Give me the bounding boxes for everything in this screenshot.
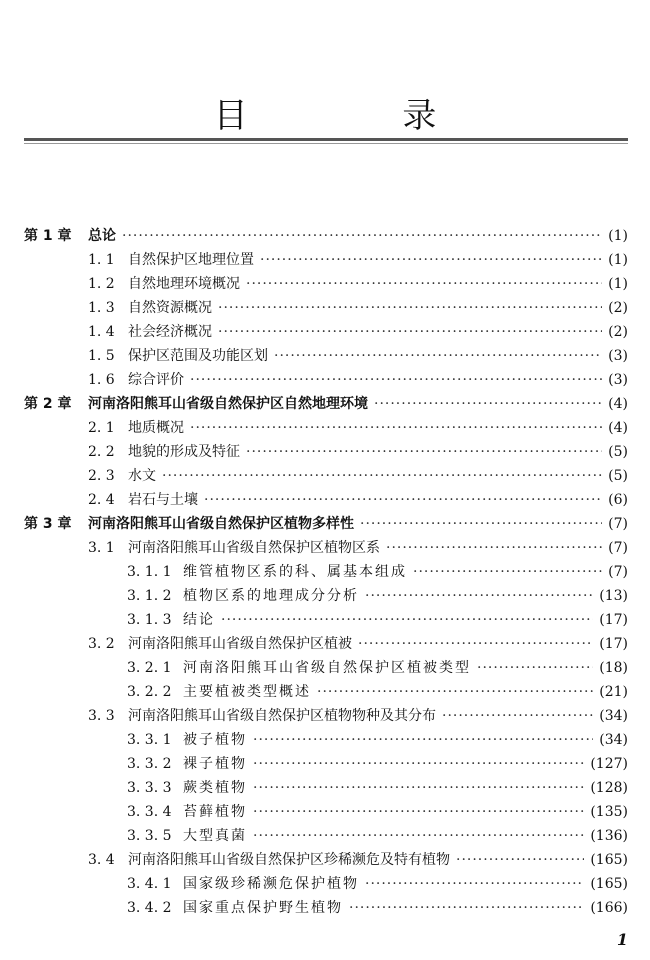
page-number: 1 bbox=[616, 930, 628, 949]
toc-entry-title: 植物区系的地理成分分析 bbox=[183, 588, 359, 604]
toc-entry-number: 2. 3 bbox=[88, 468, 115, 484]
toc-entry-page: (7) bbox=[608, 540, 628, 556]
toc-entry-number: 3. 2 bbox=[88, 636, 115, 652]
toc-subsection-entry[interactable] bbox=[24, 608, 628, 632]
table-of-contents bbox=[24, 224, 628, 920]
toc-entry-title: 河南洛阳熊耳山省级自然保护区植物区系 bbox=[128, 540, 380, 556]
toc-entry-number: 第 3 章 bbox=[24, 516, 72, 532]
toc-entry-title: 结论 bbox=[183, 612, 215, 628]
toc-entry-title: 国家重点保护野生植物 bbox=[183, 900, 343, 916]
toc-entry-number: 第 1 章 bbox=[24, 228, 72, 244]
toc-subsection-entry[interactable] bbox=[24, 560, 628, 584]
toc-dot-leader bbox=[246, 272, 602, 296]
toc-entry-page: (21) bbox=[599, 684, 628, 700]
toc-entry-number: 1. 3 bbox=[88, 300, 115, 316]
toc-dot-leader bbox=[162, 464, 602, 488]
toc-subsection-entry[interactable] bbox=[24, 584, 628, 608]
page-title: 目 录 bbox=[213, 96, 509, 136]
toc-entry-page: (17) bbox=[599, 612, 628, 628]
toc-dot-leader bbox=[349, 896, 584, 920]
toc-dot-leader bbox=[413, 560, 602, 584]
toc-entry-page: (17) bbox=[599, 636, 628, 652]
toc-entry-title: 蕨类植物 bbox=[183, 780, 247, 796]
toc-section-entry[interactable] bbox=[24, 488, 628, 512]
toc-entry-page: (34) bbox=[599, 708, 628, 724]
toc-entry-number: 3. 1 bbox=[88, 540, 115, 556]
toc-dot-leader bbox=[386, 536, 602, 560]
toc-dot-leader bbox=[218, 296, 602, 320]
toc-entry-title: 岩石与土壤 bbox=[128, 492, 198, 508]
toc-chapter-entry[interactable] bbox=[24, 392, 628, 416]
toc-dot-leader bbox=[374, 392, 602, 416]
toc-entry-title: 河南洛阳熊耳山省级自然保护区植物多样性 bbox=[88, 516, 354, 532]
toc-dot-leader bbox=[442, 704, 593, 728]
toc-dot-leader bbox=[122, 224, 602, 248]
toc-section-entry[interactable] bbox=[24, 320, 628, 344]
title-rule-thin bbox=[24, 143, 628, 144]
toc-dot-leader bbox=[253, 728, 593, 752]
toc-dot-leader bbox=[358, 632, 593, 656]
toc-dot-leader bbox=[190, 368, 602, 392]
toc-dot-leader bbox=[218, 320, 602, 344]
toc-dot-leader bbox=[456, 848, 584, 872]
toc-subsection-entry[interactable] bbox=[24, 656, 628, 680]
toc-dot-leader bbox=[477, 656, 593, 680]
toc-entry-title: 总论 bbox=[88, 228, 116, 244]
toc-entry-page: (4) bbox=[608, 420, 628, 436]
toc-entry-page: (136) bbox=[590, 828, 628, 844]
toc-entry-number: 3. 3. 4 bbox=[127, 804, 172, 820]
toc-section-entry[interactable] bbox=[24, 848, 628, 872]
toc-dot-leader bbox=[365, 584, 593, 608]
toc-entry-page: (166) bbox=[590, 900, 628, 916]
toc-entry-title: 被子植物 bbox=[183, 732, 247, 748]
toc-entry-page: (7) bbox=[608, 564, 628, 580]
toc-entry-page: (128) bbox=[590, 780, 628, 796]
toc-section-entry[interactable] bbox=[24, 272, 628, 296]
toc-entry-page: (1) bbox=[608, 252, 628, 268]
toc-entry-title: 河南洛阳熊耳山省级自然保护区珍稀濒危及特有植物 bbox=[128, 852, 450, 868]
toc-entry-number: 1. 6 bbox=[88, 372, 115, 388]
toc-entry-number: 3. 3. 3 bbox=[127, 780, 172, 796]
toc-entry-page: (18) bbox=[599, 660, 628, 676]
toc-entry-number: 3. 4 bbox=[88, 852, 115, 868]
toc-entry-page: (127) bbox=[590, 756, 628, 772]
toc-dot-leader bbox=[360, 512, 602, 536]
toc-entry-page: (7) bbox=[608, 516, 628, 532]
toc-section-entry[interactable] bbox=[24, 440, 628, 464]
toc-dot-leader bbox=[253, 776, 584, 800]
toc-subsection-entry[interactable] bbox=[24, 872, 628, 896]
toc-entry-title: 社会经济概况 bbox=[128, 324, 212, 340]
toc-dot-leader bbox=[221, 608, 593, 632]
toc-chapter-entry[interactable] bbox=[24, 224, 628, 248]
toc-dot-leader bbox=[365, 872, 584, 896]
toc-entry-title: 大型真菌 bbox=[183, 828, 247, 844]
toc-entry-page: (34) bbox=[599, 732, 628, 748]
toc-chapter-entry[interactable] bbox=[24, 512, 628, 536]
toc-entry-number: 1. 4 bbox=[88, 324, 115, 340]
toc-dot-leader bbox=[253, 800, 584, 824]
title-rule-thick bbox=[24, 138, 628, 141]
toc-dot-leader bbox=[317, 680, 593, 704]
toc-entry-title: 河南洛阳熊耳山省级自然保护区植物物种及其分布 bbox=[128, 708, 436, 724]
toc-entry-number: 1. 5 bbox=[88, 348, 115, 364]
toc-entry-title: 维管植物区系的科、属基本组成 bbox=[183, 564, 407, 580]
toc-subsection-entry[interactable] bbox=[24, 800, 628, 824]
toc-entry-title: 保护区范围及功能区划 bbox=[128, 348, 268, 364]
toc-entry-number: 3. 4. 2 bbox=[127, 900, 172, 916]
toc-entry-number: 3. 1. 3 bbox=[127, 612, 172, 628]
toc-entry-number: 3. 2. 1 bbox=[127, 660, 172, 676]
toc-entry-page: (4) bbox=[608, 396, 628, 412]
toc-entry-title: 河南洛阳熊耳山省级自然保护区自然地理环境 bbox=[88, 396, 368, 412]
toc-section-entry[interactable] bbox=[24, 704, 628, 728]
toc-entry-title: 综合评价 bbox=[128, 372, 184, 388]
toc-entry-title: 河南洛阳熊耳山省级自然保护区植被 bbox=[128, 636, 352, 652]
toc-dot-leader bbox=[246, 440, 602, 464]
toc-subsection-entry[interactable] bbox=[24, 896, 628, 920]
toc-entry-title: 自然资源概况 bbox=[128, 300, 212, 316]
toc-subsection-entry[interactable] bbox=[24, 728, 628, 752]
toc-entry-title: 苔藓植物 bbox=[183, 804, 247, 820]
toc-entry-number: 3. 3 bbox=[88, 708, 115, 724]
toc-entry-page: (1) bbox=[608, 228, 628, 244]
toc-subsection-entry[interactable] bbox=[24, 824, 628, 848]
toc-section-entry[interactable] bbox=[24, 416, 628, 440]
toc-dot-leader bbox=[190, 416, 602, 440]
toc-section-entry[interactable] bbox=[24, 368, 628, 392]
toc-entry-number: 3. 3. 2 bbox=[127, 756, 172, 772]
toc-entry-page: (3) bbox=[608, 348, 628, 364]
toc-entry-number: 2. 2 bbox=[88, 444, 115, 460]
toc-entry-number: 3. 1. 1 bbox=[127, 564, 172, 580]
toc-entry-number: 3. 3. 5 bbox=[127, 828, 172, 844]
toc-section-entry[interactable] bbox=[24, 632, 628, 656]
toc-entry-title: 地质概况 bbox=[128, 420, 184, 436]
toc-entry-page: (2) bbox=[608, 324, 628, 340]
toc-section-entry[interactable] bbox=[24, 536, 628, 560]
toc-entry-number: 第 2 章 bbox=[24, 396, 72, 412]
toc-entry-page: (6) bbox=[608, 492, 628, 508]
toc-section-entry[interactable] bbox=[24, 296, 628, 320]
toc-entry-page: (165) bbox=[590, 852, 628, 868]
toc-dot-leader bbox=[274, 344, 602, 368]
toc-entry-page: (5) bbox=[608, 444, 628, 460]
toc-entry-title: 地貌的形成及特征 bbox=[128, 444, 240, 460]
toc-entry-title: 水文 bbox=[128, 468, 156, 484]
toc-entry-page: (165) bbox=[590, 876, 628, 892]
toc-entry-page: (135) bbox=[590, 804, 628, 820]
toc-entry-title: 河南洛阳熊耳山省级自然保护区植被类型 bbox=[183, 660, 471, 676]
toc-entry-page: (13) bbox=[599, 588, 628, 604]
toc-entry-page: (3) bbox=[608, 372, 628, 388]
toc-entry-page: (2) bbox=[608, 300, 628, 316]
toc-entry-number: 3. 3. 1 bbox=[127, 732, 172, 748]
toc-entry-number: 1. 2 bbox=[88, 276, 115, 292]
toc-subsection-entry[interactable] bbox=[24, 776, 628, 800]
toc-section-entry[interactable] bbox=[24, 344, 628, 368]
toc-entry-title: 国家级珍稀濒危保护植物 bbox=[183, 876, 359, 892]
toc-subsection-entry[interactable] bbox=[24, 752, 628, 776]
toc-entry-number: 3. 4. 1 bbox=[127, 876, 172, 892]
toc-entry-number: 2. 1 bbox=[88, 420, 115, 436]
toc-section-entry[interactable] bbox=[24, 248, 628, 272]
toc-entry-title: 自然保护区地理位置 bbox=[128, 252, 254, 268]
toc-entry-number: 3. 1. 2 bbox=[127, 588, 172, 604]
toc-entry-page: (5) bbox=[608, 468, 628, 484]
toc-dot-leader bbox=[260, 248, 602, 272]
toc-entry-title: 裸子植物 bbox=[183, 756, 247, 772]
toc-entry-number: 1. 1 bbox=[88, 252, 115, 268]
toc-section-entry[interactable] bbox=[24, 464, 628, 488]
toc-entry-title: 自然地理环境概况 bbox=[128, 276, 240, 292]
toc-entry-number: 3. 2. 2 bbox=[127, 684, 172, 700]
toc-subsection-entry[interactable] bbox=[24, 680, 628, 704]
toc-entry-title: 主要植被类型概述 bbox=[183, 684, 311, 700]
toc-dot-leader bbox=[253, 752, 584, 776]
toc-dot-leader bbox=[204, 488, 602, 512]
toc-dot-leader bbox=[253, 824, 584, 848]
toc-entry-page: (1) bbox=[608, 276, 628, 292]
toc-entry-number: 2. 4 bbox=[88, 492, 115, 508]
